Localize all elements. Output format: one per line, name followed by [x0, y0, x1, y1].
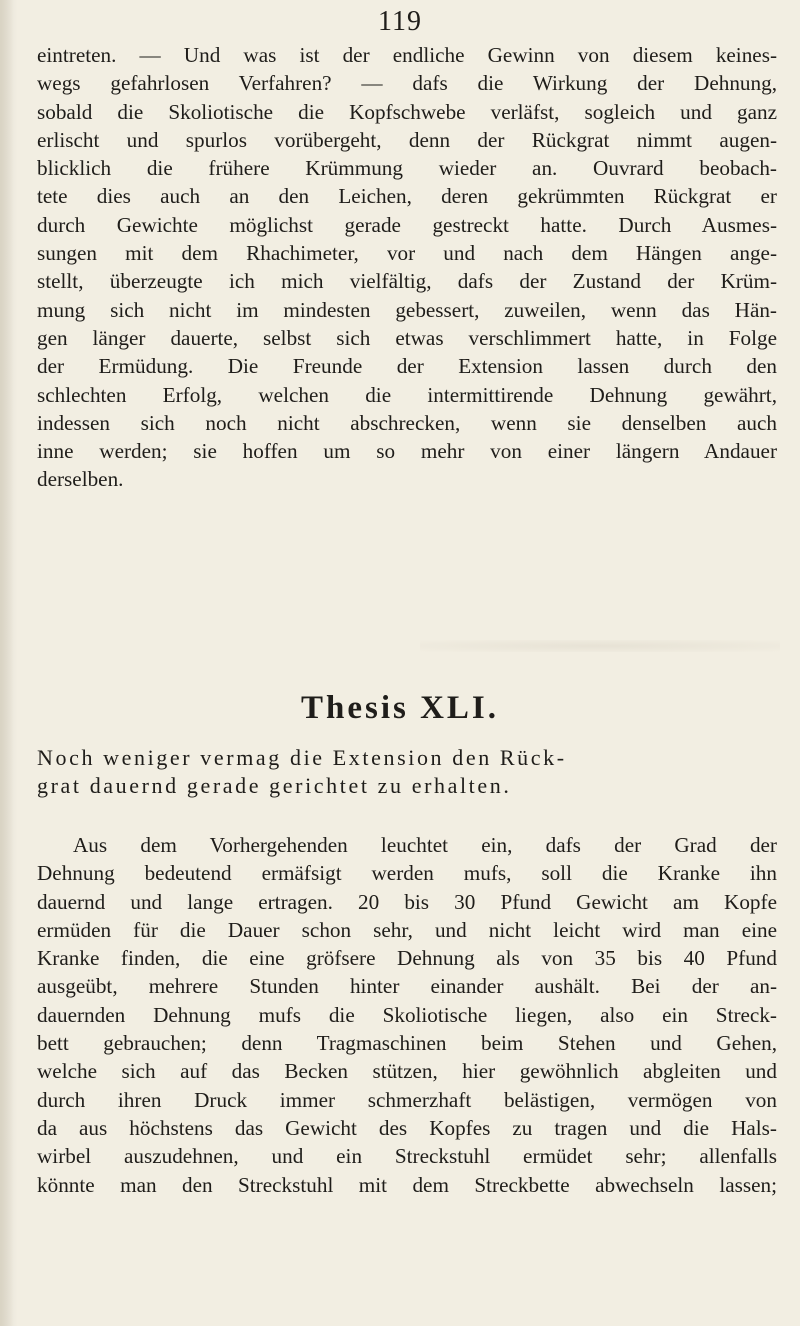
text-line: dauernd und lange ertragen. 20 bis 30 Pfund Gewicht am Kopfe: [37, 889, 777, 914]
binding-edge: [0, 0, 14, 1326]
text-line: bett gebrauchen; denn Tragmaschinen beim Stehen und Gehen,: [37, 1031, 777, 1056]
text-line: welche sich auf das Becken stützen, hier gewöhnlich abgleiten und: [37, 1059, 777, 1084]
text-line: könnte man den Streckstuhl mit dem Streckbette abwechseln lassen;: [37, 1172, 777, 1197]
text-line: sungen mit dem Rhachimeter, vor und nach dem Hängen ange-: [37, 241, 777, 266]
thesis-statement: [37, 744, 777, 800]
text-line: tete dies auch an den Leichen, deren gekrümmten Rückgrat er: [37, 184, 777, 209]
text-line: der Ermüdung. Die Freunde der Extension lassen durch den: [37, 354, 777, 379]
text-line: wirbel auszudehnen, und ein Streckstuhl ermüdet sehr; allenfalls: [37, 1144, 777, 1169]
thesis-heading: Thesis XLI.: [300, 690, 500, 726]
page-number: 119: [378, 6, 422, 37]
paragraph-body: [37, 831, 777, 1199]
ink-bleed-mark: [420, 640, 780, 652]
text-line: sobald die Skoliotische die Kopfschwebe verläfst, sogleich und ganz: [37, 99, 777, 124]
text-line: durch ihren Druck immer schmerzhaft belästigen, vermögen von: [37, 1087, 777, 1112]
text-line: schlechten Erfolg, welchen die intermittirende Dehnung gewährt,: [37, 382, 777, 407]
text-line: gen länger dauerte, selbst sich etwas verschlimmert hatte, in Folge: [37, 325, 777, 350]
text-line: blicklich die frühere Krümmung wieder an. Ouvrard beobach-: [37, 156, 777, 181]
text-line: ausgeübt, mehrere Stunden hinter einander aushält. Bei der an-: [37, 974, 777, 999]
text-line: erlischt und spurlos vorübergeht, denn der Rückgrat nimmt augen-: [37, 127, 777, 152]
text-line: ermüden für die Dauer schon sehr, und nicht leicht wird man eine: [37, 917, 777, 942]
text-line: durch Gewichte möglichst gerade gestreckt hatte. Durch Ausmes-: [37, 212, 777, 237]
text-line: inne werden; sie hoffen um so mehr von einer längern Andauer: [37, 439, 777, 464]
thesis-statement-line: grat dauernd gerade gerichtet zu erhalten.: [37, 773, 512, 798]
text-line: eintreten. — Und was ist der endliche Gewinn von diesem keines-: [37, 43, 777, 67]
paragraph-continuation: [37, 41, 777, 494]
text-line: Kranke finden, die eine gröfsere Dehnung als von 35 bis 40 Pfund: [37, 946, 777, 971]
text-line: mung sich nicht im mindesten gebessert, zuweilen, wenn das Hän-: [37, 297, 777, 322]
text-line: derselben.: [37, 467, 124, 492]
thesis-statement-line: Noch weniger vermag die Extension den Rück-: [37, 745, 567, 770]
text-line: Aus dem Vorhergehenden leuchtet ein, dafs der Grad der: [73, 833, 777, 857]
text-line: stellt, überzeugte ich mich vielfältig, dafs der Zustand der Krüm-: [37, 269, 777, 294]
text-line: indessen sich noch nicht abschrecken, wenn sie denselben auch: [37, 410, 777, 435]
text-line: da aus höchstens das Gewicht des Kopfes zu tragen und die Hals-: [37, 1115, 777, 1140]
text-line: Dehnung bedeutend ermäfsigt werden mufs, soll die Kranke ihn: [37, 861, 777, 886]
text-line: wegs gefahrlosen Verfahren? — dafs die Wirkung der Dehnung,: [37, 71, 777, 96]
text-line: dauernden Dehnung mufs die Skoliotische liegen, also ein Streck-: [37, 1002, 777, 1027]
